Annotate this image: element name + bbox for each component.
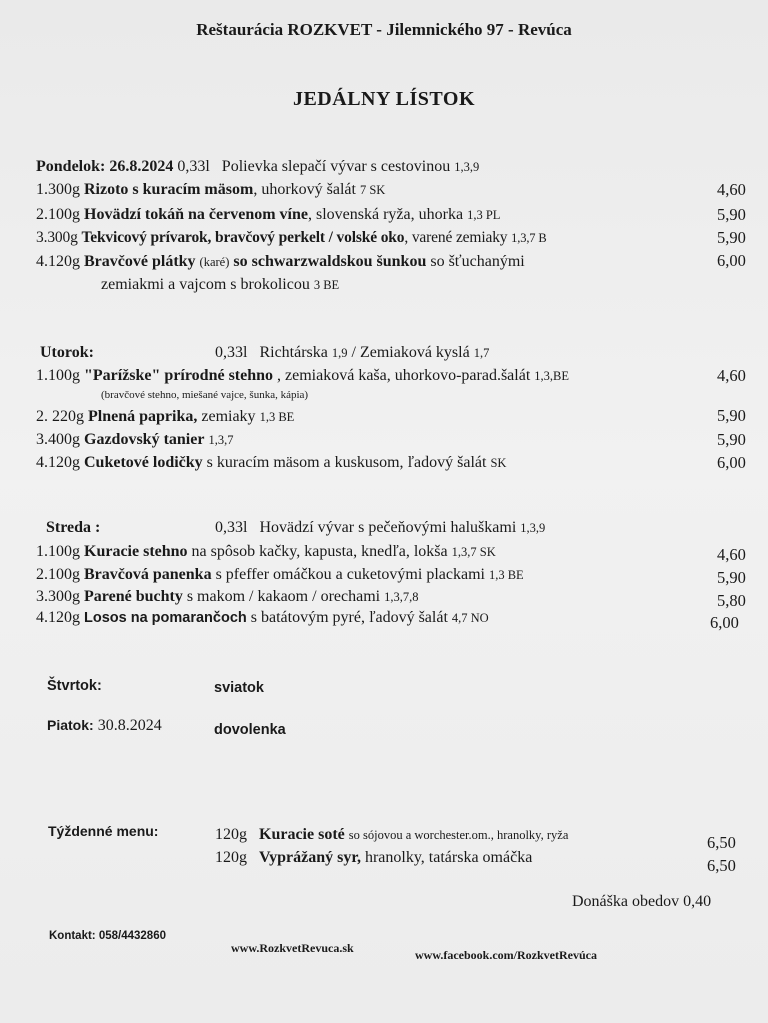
item-allergens: SK — [490, 456, 507, 470]
menu-title: JEDÁLNY LÍSTOK — [292, 88, 476, 110]
soup-name: Polievka slepačí vývar s cestovinou — [221, 158, 451, 175]
item-number: 4. — [36, 253, 48, 270]
item-name: Vyprážaný syr, — [259, 849, 361, 866]
item-desc: , slovenská ryža, uhorka — [308, 206, 464, 223]
item-number: 3. — [36, 229, 48, 246]
menu-item — [36, 206, 500, 224]
day-label: Streda : — [46, 519, 101, 536]
item-desc-cont: zemiakmi a vajcom s brokolicou — [101, 276, 310, 293]
item-qty: 120g — [48, 454, 80, 471]
item-qty: 120g — [215, 849, 247, 866]
item-allergens: 4,7 NO — [451, 611, 489, 625]
item-allergens: 1,3 PL — [467, 208, 501, 222]
item-name: Bravčová panenka — [84, 566, 212, 583]
item-number: 1. — [36, 181, 48, 198]
item-name: Plnená paprika, — [88, 408, 198, 425]
item-desc: , varené zemiaky — [404, 229, 508, 246]
item-number: 2. — [36, 566, 48, 583]
item-allergens: 1,3,7,8 — [384, 590, 419, 604]
friday-label: Piatok: — [47, 717, 94, 733]
item-name: "Parížske" prírodné stehno — [84, 367, 274, 384]
weekly-item — [215, 849, 532, 867]
item-qty: 120g — [48, 253, 80, 270]
item-qty: 300g — [48, 588, 80, 605]
footer-contact: Kontakt: 058/4432860 — [49, 930, 166, 942]
item-desc: s makom / kakaom / orechami — [182, 588, 381, 605]
menu-item — [36, 229, 547, 247]
thursday-label: Štvrtok: — [47, 678, 102, 694]
item-desc: so šťuchanými — [430, 253, 525, 270]
item-price: 6,50 — [707, 856, 736, 875]
item-price: 6,00 — [717, 453, 746, 472]
item-desc: s batátovým pyré, ľadový šalát — [246, 609, 448, 626]
menu-item — [36, 431, 233, 449]
menu-item — [36, 543, 496, 561]
tuesday-soup-line — [215, 344, 489, 362]
item-desc: , zemiaková kaša, uhorkovo-parad.šalát — [273, 367, 531, 384]
item-number: 3. — [36, 588, 48, 605]
menu-item — [36, 181, 385, 199]
item-name: Bravčové plátky — [84, 253, 196, 270]
soup-allergens: 1,3,9 — [520, 521, 546, 535]
item-subnote: (bravčové stehno, miešané vajce, šunka, kápia) — [101, 389, 309, 401]
item-allergens: 1,3 BE — [488, 568, 524, 582]
item-name: Kuracie soté — [259, 826, 345, 843]
monday-soup-line — [36, 158, 479, 176]
item-qty: 100g — [48, 206, 80, 223]
item-qty: 100g — [48, 566, 80, 583]
soup-qty: 0,33l — [215, 519, 248, 536]
soup-allergens: 1,3,9 — [454, 160, 480, 174]
item-number: 4. — [36, 609, 48, 626]
menu-item — [36, 367, 569, 385]
footer-facebook[interactable]: www.facebook.com/RozkvetRevúca — [415, 948, 597, 962]
day-label: Pondelok: 26.8.2024 — [36, 158, 174, 175]
item-name: Kuracie stehno — [84, 543, 188, 560]
soup-name: Hovädzí vývar s pečeňovými haluškami — [259, 519, 517, 536]
weekly-label: Týždenné menu: — [48, 823, 159, 839]
soup-allergens: 1,9 — [331, 346, 348, 360]
item-name: Parené buchty — [84, 588, 183, 605]
item-name: Rizoto s kuracím mäsom — [84, 181, 254, 198]
item-price: 6,00 — [710, 613, 739, 632]
item-allergens: 1,3,7 SK — [451, 545, 496, 559]
item-price: 6,00 — [717, 251, 746, 270]
soup-name: Richtárska — [259, 344, 328, 361]
menu-item — [36, 454, 506, 472]
item-desc: na spôsob kačky, kapusta, knedľa, lokša — [187, 543, 448, 560]
friday-status: dovolenka — [214, 722, 286, 738]
restaurant-header: Reštaurácia ROZKVET - Jilemnického 97 - Revúca — [196, 20, 572, 39]
item-price: 4,60 — [717, 545, 746, 564]
item-name-cont: so schwarzwaldskou šunkou — [233, 253, 427, 270]
item-qty: 120g — [48, 609, 80, 626]
item-allergens: 3 BE — [313, 278, 340, 292]
item-qty: 300g — [48, 181, 80, 198]
day-label: Utorok: — [40, 344, 94, 361]
item-desc: s pfeffer omáčkou a cuketovými plackami — [211, 566, 485, 583]
item-qty: 120g — [215, 826, 247, 843]
item-desc: s kuracím mäsom a kuskusom, ľadový šalát — [202, 454, 487, 471]
item-allergens: 7 SK — [359, 183, 386, 197]
item-allergens: 1,3,7 B — [511, 231, 547, 245]
item-price: 5,90 — [717, 205, 746, 224]
soup-allergens-alt: 1,7 — [473, 346, 490, 360]
item-price: 4,60 — [717, 180, 746, 199]
item-name: Cuketové lodičky — [84, 454, 203, 471]
item-price: 5,90 — [717, 406, 746, 425]
item-qty: 100g — [48, 367, 80, 384]
item-allergens: 1,3,7 — [208, 433, 234, 447]
item-desc: so sójovou a worchester.om., hranolky, ryža — [348, 828, 569, 842]
item-qty: 300g — [47, 229, 78, 246]
item-price: 5,90 — [717, 430, 746, 449]
menu-item — [36, 609, 489, 627]
thursday-status: sviatok — [214, 680, 264, 696]
item-name: Tekvicový prívarok, bravčový perkelt / volské oko — [81, 229, 405, 246]
soup-qty: 0,33l — [215, 344, 248, 361]
item-price: 5,90 — [717, 228, 746, 247]
item-price: 6,50 — [707, 833, 736, 852]
item-number: 1. — [36, 367, 48, 384]
menu-item — [36, 588, 418, 606]
item-price: 5,90 — [717, 568, 746, 587]
item-desc: zemiaky — [197, 408, 256, 425]
footer-website[interactable]: www.RozkvetRevuca.sk — [231, 941, 354, 955]
item-price: 5,80 — [717, 591, 746, 610]
item-number: 4. — [36, 454, 48, 471]
item-name: Hovädzí tokáň na červenom víne — [84, 206, 308, 223]
menu-item — [36, 408, 294, 426]
item-allergens: 1,3,BE — [534, 369, 569, 383]
item-number: 1. — [36, 543, 48, 560]
menu-item-cont — [101, 276, 339, 294]
item-qty: 100g — [48, 543, 80, 560]
item-qty: 400g — [48, 431, 80, 448]
item-name: Gazdovský tanier — [84, 431, 205, 448]
weekly-item — [215, 826, 568, 844]
item-number: 2. — [36, 206, 48, 223]
item-desc: , uhorkový šalát — [253, 181, 356, 198]
item-note: (karé) — [199, 255, 230, 269]
menu-item — [36, 253, 525, 271]
soup-qty: 0,33l — [177, 158, 210, 175]
item-number: 3. — [36, 431, 48, 448]
menu-item — [36, 566, 524, 584]
item-desc: hranolky, tatárska omáčka — [360, 849, 533, 866]
item-name: Losos na pomarančoch — [84, 610, 247, 626]
item-allergens: 1,3 BE — [259, 410, 295, 424]
item-number: 2. — [36, 408, 48, 425]
delivery-fee: Donáška obedov 0,40 — [572, 893, 712, 910]
wednesday-soup-line — [215, 519, 545, 537]
soup-name-alt: / Zemiaková kyslá — [351, 344, 470, 361]
item-price: 4,60 — [717, 366, 746, 385]
friday-line — [47, 717, 162, 735]
item-qty: 220g — [52, 408, 84, 425]
friday-date: 30.8.2024 — [97, 717, 162, 734]
